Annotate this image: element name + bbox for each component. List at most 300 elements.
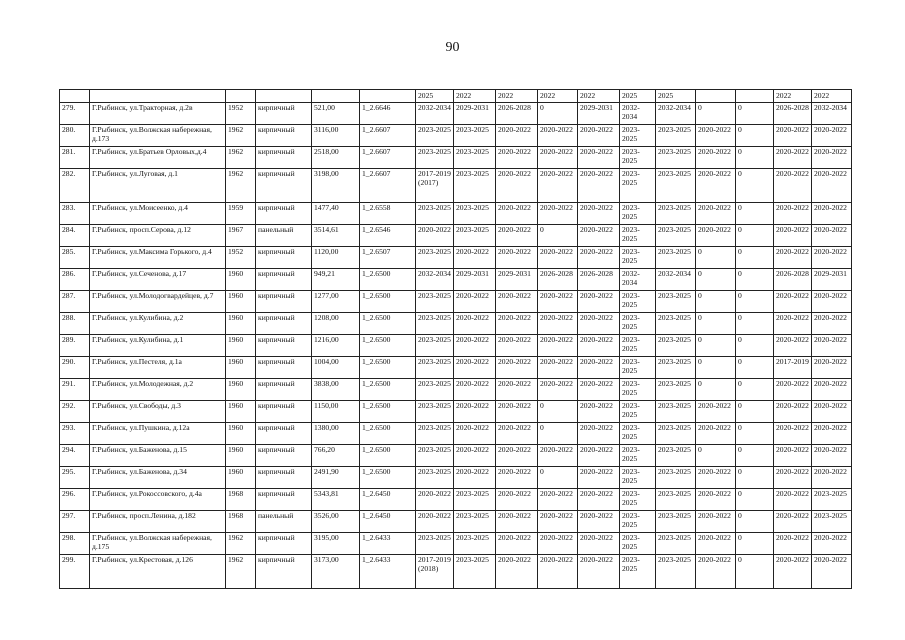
- cell-term-5: 2022: [578, 90, 620, 103]
- cell-term-11: 2023-2025: [812, 511, 852, 533]
- cell-wall-material: панельный: [256, 511, 312, 533]
- cell-term-7: 2023-2025: [656, 555, 696, 589]
- cell-term-11: 2020-2022: [812, 225, 852, 247]
- cell-wall-material: [256, 90, 312, 103]
- cell-term-2: 2020-2022: [454, 401, 496, 423]
- cell-term-6: 2023-2025: [620, 225, 656, 247]
- cell-term-10: 2017-2019: [774, 357, 812, 379]
- cell-row-number: 292.: [60, 401, 90, 423]
- cell-term-3: 2026-2028: [496, 103, 538, 125]
- cell-term-4: 2020-2022: [538, 335, 578, 357]
- cell-term-9: 0: [736, 511, 774, 533]
- cell-year: 1960: [226, 313, 256, 335]
- cell-term-5: 2020-2022: [578, 203, 620, 225]
- cell-term-3: 2020-2022: [496, 401, 538, 423]
- cell-term-2: 2020-2022: [454, 467, 496, 489]
- cell-term-11: 2020-2022: [812, 291, 852, 313]
- cell-priority-index: 1_2.6646: [360, 103, 416, 125]
- cell-term-3: 2020-2022: [496, 147, 538, 169]
- cell-term-8: 2020-2022: [696, 203, 736, 225]
- cell-term-3: 2020-2022: [496, 379, 538, 401]
- cell-term-6: 2023-2025: [620, 533, 656, 555]
- cell-term-9: 0: [736, 555, 774, 589]
- cell-term-11: 2020-2022: [812, 203, 852, 225]
- cell-term-5: 2020-2022: [578, 313, 620, 335]
- cell-term-11: 2020-2022: [812, 147, 852, 169]
- cell-term-4: 2020-2022: [538, 533, 578, 555]
- cell-term-11: 2020-2022: [812, 467, 852, 489]
- cell-term-6: 2023-2025: [620, 467, 656, 489]
- cell-term-7: 2032-2034: [656, 269, 696, 291]
- cell-term-8: 2020-2022: [696, 423, 736, 445]
- cell-term-6: 2023-2025: [620, 203, 656, 225]
- cell-area: 1120,00: [312, 247, 360, 269]
- cell-priority-index: 1_2.6500: [360, 313, 416, 335]
- cell-row-number: 286.: [60, 269, 90, 291]
- cell-year: 1962: [226, 125, 256, 147]
- cell-term-9: 0: [736, 401, 774, 423]
- cell-term-4: 2020-2022: [538, 247, 578, 269]
- cell-term-1: 2032-2034: [416, 103, 454, 125]
- cell-area: 3526,00: [312, 511, 360, 533]
- cell-area: 2518,00: [312, 147, 360, 169]
- cell-term-7: 2023-2025: [656, 423, 696, 445]
- cell-row-number: 290.: [60, 357, 90, 379]
- table-row: [60, 467, 852, 489]
- cell-row-number: 285.: [60, 247, 90, 269]
- cell-term-5: 2020-2022: [578, 147, 620, 169]
- cell-term-2: 2020-2022: [454, 445, 496, 467]
- cell-area: 949,21: [312, 269, 360, 291]
- cell-term-7: 2023-2025: [656, 489, 696, 511]
- cell-row-number: 282.: [60, 169, 90, 203]
- cell-priority-index: 1_2.6500: [360, 379, 416, 401]
- cell-row-number: 291.: [60, 379, 90, 401]
- cell-term-7: 2023-2025: [656, 467, 696, 489]
- cell-term-7: 2025: [656, 90, 696, 103]
- cell-priority-index: 1_2.6433: [360, 533, 416, 555]
- cell-term-4: 2020-2022: [538, 445, 578, 467]
- cell-wall-material: панельный: [256, 225, 312, 247]
- cell-address: Г.Рыбинск, ул.Молодежная, д.2: [90, 379, 226, 401]
- table-row: [60, 489, 852, 511]
- cell-term-2: 2023-2025: [454, 203, 496, 225]
- cell-term-10: 2020-2022: [774, 423, 812, 445]
- cell-address: Г.Рыбинск, ул.Братьев Орловых,д.4: [90, 147, 226, 169]
- cell-term-8: 2020-2022: [696, 401, 736, 423]
- cell-term-1: 2023-2025: [416, 401, 454, 423]
- cell-term-3: 2020-2022: [496, 335, 538, 357]
- cell-term-8: 2020-2022: [696, 169, 736, 203]
- cell-term-2: 2020-2022: [454, 357, 496, 379]
- cell-term-3: 2020-2022: [496, 445, 538, 467]
- cell-term-6: 2023-2025: [620, 169, 656, 203]
- cell-year: 1960: [226, 357, 256, 379]
- cell-term-8: 0: [696, 313, 736, 335]
- cell-term-5: 2020-2022: [578, 291, 620, 313]
- cell-term-7: 2023-2025: [656, 335, 696, 357]
- cell-term-5: 2020-2022: [578, 445, 620, 467]
- cell-year: 1960: [226, 269, 256, 291]
- cell-term-5: 2026-2028: [578, 269, 620, 291]
- cell-term-2: 2023-2025: [454, 125, 496, 147]
- cell-term-11: 2020-2022: [812, 401, 852, 423]
- cell-term-8: 0: [696, 103, 736, 125]
- cell-term-4: 2020-2022: [538, 489, 578, 511]
- cell-priority-index: 1_2.6500: [360, 269, 416, 291]
- cell-term-8: 2020-2022: [696, 467, 736, 489]
- cell-wall-material: кирпичный: [256, 555, 312, 589]
- cell-term-7: 2023-2025: [656, 291, 696, 313]
- cell-area: 1004,00: [312, 357, 360, 379]
- cell-term-4: 2020-2022: [538, 169, 578, 203]
- cell-row-number: 283.: [60, 203, 90, 225]
- cell-term-4: 0: [538, 467, 578, 489]
- cell-area: 1150,00: [312, 401, 360, 423]
- cell-priority-index: 1_2.6500: [360, 291, 416, 313]
- cell-year: 1968: [226, 489, 256, 511]
- cell-term-1: 2020-2022: [416, 225, 454, 247]
- cell-term-7: 2023-2025: [656, 203, 696, 225]
- cell-row-number: 297.: [60, 511, 90, 533]
- cell-year: 1952: [226, 247, 256, 269]
- cell-term-2: 2020-2022: [454, 291, 496, 313]
- cell-row-number: 296.: [60, 489, 90, 511]
- cell-year: 1960: [226, 467, 256, 489]
- cell-term-10: 2020-2022: [774, 225, 812, 247]
- cell-term-3: 2020-2022: [496, 313, 538, 335]
- cell-address: Г.Рыбинск, ул.Свободы, д.3: [90, 401, 226, 423]
- cell-term-1: 2023-2025: [416, 467, 454, 489]
- table-row: [60, 335, 852, 357]
- cell-term-6: 2023-2025: [620, 555, 656, 589]
- cell-term-5: 2020-2022: [578, 467, 620, 489]
- cell-area: 3173,00: [312, 555, 360, 589]
- cell-term-9: 0: [736, 533, 774, 555]
- cell-term-10: 2020-2022: [774, 125, 812, 147]
- cell-year: 1968: [226, 511, 256, 533]
- cell-term-9: 0: [736, 423, 774, 445]
- cell-term-4: 2022: [538, 90, 578, 103]
- cell-address: Г.Рыбинск, ул.Баженова, д.15: [90, 445, 226, 467]
- cell-term-3: 2022: [496, 90, 538, 103]
- page-number: 90: [445, 40, 460, 55]
- cell-term-11: 2023-2025: [812, 489, 852, 511]
- cell-priority-index: 1_2.6507: [360, 247, 416, 269]
- cell-term-8: 0: [696, 357, 736, 379]
- cell-address: Г.Рыбинск, ул.Крестовая, д.126: [90, 555, 226, 589]
- cell-term-5: 2029-2031: [578, 103, 620, 125]
- cell-term-4: 2020-2022: [538, 125, 578, 147]
- table-row: [60, 103, 852, 125]
- cell-priority-index: 1_2.6433: [360, 555, 416, 589]
- cell-term-2: 2020-2022: [454, 423, 496, 445]
- cell-term-10: 2020-2022: [774, 247, 812, 269]
- cell-term-3: 2020-2022: [496, 247, 538, 269]
- cell-term-2: 2029-2031: [454, 103, 496, 125]
- cell-term-2: 2023-2025: [454, 147, 496, 169]
- cell-term-3: 2020-2022: [496, 291, 538, 313]
- cell-term-2: 2023-2025: [454, 225, 496, 247]
- cell-term-3: 2020-2022: [496, 489, 538, 511]
- cell-wall-material: кирпичный: [256, 269, 312, 291]
- header-row: [60, 90, 852, 103]
- cell-term-7: 2023-2025: [656, 125, 696, 147]
- cell-year: [226, 90, 256, 103]
- cell-term-9: 0: [736, 291, 774, 313]
- cell-term-3: 2020-2022: [496, 169, 538, 203]
- cell-term-11: 2022: [812, 90, 852, 103]
- cell-address: Г.Рыбинск, ул.Пушкина, д.12а: [90, 423, 226, 445]
- cell-term-2: 2020-2022: [454, 247, 496, 269]
- cell-term-7: 2023-2025: [656, 379, 696, 401]
- cell-term-1: 2023-2025: [416, 379, 454, 401]
- cell-year: 1960: [226, 379, 256, 401]
- cell-term-8: 0: [696, 335, 736, 357]
- cell-term-2: 2023-2025: [454, 489, 496, 511]
- cell-term-4: 0: [538, 423, 578, 445]
- cell-priority-index: 1_2.6558: [360, 203, 416, 225]
- cell-term-7: 2023-2025: [656, 169, 696, 203]
- cell-term-10: 2020-2022: [774, 203, 812, 225]
- cell-wall-material: кирпичный: [256, 203, 312, 225]
- cell-row-number: 280.: [60, 125, 90, 147]
- cell-area: 2491,90: [312, 467, 360, 489]
- cell-term-1: 2023-2025: [416, 147, 454, 169]
- cell-term-8: 0: [696, 445, 736, 467]
- cell-term-9: 0: [736, 225, 774, 247]
- cell-term-1: 2023-2025: [416, 313, 454, 335]
- cell-priority-index: 1_2.6500: [360, 401, 416, 423]
- cell-priority-index: 1_2.6546: [360, 225, 416, 247]
- cell-address: Г.Рыбинск, ул.Кулибина, д.1: [90, 335, 226, 357]
- cell-term-1: 2023-2025: [416, 335, 454, 357]
- cell-term-9: [736, 90, 774, 103]
- cell-term-7: 2023-2025: [656, 313, 696, 335]
- cell-term-1: 2020-2022: [416, 511, 454, 533]
- cell-term-7: 2023-2025: [656, 445, 696, 467]
- cell-term-7: 2023-2025: [656, 511, 696, 533]
- cell-term-3: 2020-2022: [496, 467, 538, 489]
- cell-term-5: 2020-2022: [578, 511, 620, 533]
- cell-row-number: 295.: [60, 467, 90, 489]
- cell-address: Г.Рыбинск, ул.Рокоссовского, д.4а: [90, 489, 226, 511]
- cell-address: Г.Рыбинск, ул.Моисеенко, д.4: [90, 203, 226, 225]
- cell-area: 1208,00: [312, 313, 360, 335]
- cell-term-10: 2020-2022: [774, 467, 812, 489]
- cell-area: 3116,00: [312, 125, 360, 147]
- cell-term-4: 2020-2022: [538, 313, 578, 335]
- cell-year: 1962: [226, 555, 256, 589]
- cell-term-4: 2020-2022: [538, 555, 578, 589]
- cell-term-7: 2023-2025: [656, 533, 696, 555]
- cell-area: 1216,00: [312, 335, 360, 357]
- cell-term-5: 2020-2022: [578, 379, 620, 401]
- cell-term-4: 2020-2022: [538, 203, 578, 225]
- cell-term-4: 0: [538, 401, 578, 423]
- cell-term-1: 2023-2025: [416, 533, 454, 555]
- cell-term-10: 2026-2028: [774, 269, 812, 291]
- cell-term-11: 2020-2022: [812, 247, 852, 269]
- cell-address: Г.Рыбинск, ул.Луговая, д.1: [90, 169, 226, 203]
- cell-wall-material: кирпичный: [256, 423, 312, 445]
- cell-term-6: 2023-2025: [620, 445, 656, 467]
- cell-area: [312, 90, 360, 103]
- cell-wall-material: кирпичный: [256, 335, 312, 357]
- cell-wall-material: кирпичный: [256, 533, 312, 555]
- table-row: [60, 379, 852, 401]
- cell-term-3: 2020-2022: [496, 533, 538, 555]
- cell-term-7: 2023-2025: [656, 247, 696, 269]
- cell-priority-index: 1_2.6500: [360, 335, 416, 357]
- cell-term-9: 0: [736, 335, 774, 357]
- cell-term-1: 2025: [416, 90, 454, 103]
- cell-term-8: 2020-2022: [696, 125, 736, 147]
- table-row: [60, 445, 852, 467]
- cell-wall-material: кирпичный: [256, 401, 312, 423]
- table-row: [60, 313, 852, 335]
- cell-term-6: 2023-2025: [620, 357, 656, 379]
- cell-term-4: 2020-2022: [538, 379, 578, 401]
- cell-year: 1962: [226, 147, 256, 169]
- cell-row-number: 281.: [60, 147, 90, 169]
- cell-term-10: 2020-2022: [774, 489, 812, 511]
- cell-term-10: 2026-2028: [774, 103, 812, 125]
- cell-term-5: 2020-2022: [578, 533, 620, 555]
- cell-term-6: 2023-2025: [620, 335, 656, 357]
- cell-term-5: 2020-2022: [578, 357, 620, 379]
- cell-priority-index: 1_2.6500: [360, 423, 416, 445]
- table-row: [60, 247, 852, 269]
- cell-term-1: 2032-2034: [416, 269, 454, 291]
- cell-term-8: [696, 90, 736, 103]
- cell-priority-index: 1_2.6450: [360, 489, 416, 511]
- cell-address: Г.Рыбинск, ул.Тракторная, д.2в: [90, 103, 226, 125]
- cell-year: 1962: [226, 169, 256, 203]
- cell-term-5: 2020-2022: [578, 335, 620, 357]
- cell-term-6: 2023-2025: [620, 379, 656, 401]
- cell-term-8: 0: [696, 247, 736, 269]
- cell-wall-material: кирпичный: [256, 357, 312, 379]
- cell-term-1: 2023-2025: [416, 203, 454, 225]
- cell-row-number: 294.: [60, 445, 90, 467]
- cell-term-9: 0: [736, 269, 774, 291]
- cell-term-8: 2020-2022: [696, 147, 736, 169]
- cell-area: 3195,00: [312, 533, 360, 555]
- cell-priority-index: 1_2.6607: [360, 125, 416, 147]
- cell-year: 1967: [226, 225, 256, 247]
- cell-term-4: 0: [538, 225, 578, 247]
- cell-term-2: 2023-2025: [454, 169, 496, 203]
- cell-term-7: 2032-2034: [656, 103, 696, 125]
- cell-term-3: 2020-2022: [496, 357, 538, 379]
- cell-term-4: 2020-2022: [538, 511, 578, 533]
- cell-term-9: 0: [736, 379, 774, 401]
- cell-term-8: 2020-2022: [696, 533, 736, 555]
- cell-wall-material: кирпичный: [256, 103, 312, 125]
- cell-term-11: 2020-2022: [812, 335, 852, 357]
- cell-year: 1960: [226, 335, 256, 357]
- cell-term-5: 2020-2022: [578, 423, 620, 445]
- cell-term-1: 2023-2025: [416, 357, 454, 379]
- cell-area: 1277,00: [312, 291, 360, 313]
- cell-term-10: 2020-2022: [774, 379, 812, 401]
- cell-term-10: 2020-2022: [774, 147, 812, 169]
- cell-term-5: 2020-2022: [578, 401, 620, 423]
- cell-term-6: 2023-2025: [620, 423, 656, 445]
- table-row: [60, 357, 852, 379]
- cell-year: 1952: [226, 103, 256, 125]
- cell-term-6: 2023-2025: [620, 511, 656, 533]
- cell-row-number: 287.: [60, 291, 90, 313]
- cell-row-number: 289.: [60, 335, 90, 357]
- cell-term-6: 2032-2034: [620, 269, 656, 291]
- cell-term-3: 2029-2031: [496, 269, 538, 291]
- cell-year: 1960: [226, 291, 256, 313]
- cell-term-4: 2020-2022: [538, 357, 578, 379]
- table-row: [60, 169, 852, 203]
- cell-term-10: 2020-2022: [774, 169, 812, 203]
- cell-term-7: 2023-2025: [656, 147, 696, 169]
- cell-address: Г.Рыбинск, ул.Кулибина, д.2: [90, 313, 226, 335]
- cell-term-9: 0: [736, 103, 774, 125]
- cell-term-11: 2029-2031: [812, 269, 852, 291]
- cell-term-7: 2023-2025: [656, 401, 696, 423]
- cell-term-8: 2020-2022: [696, 489, 736, 511]
- cell-row-number: 298.: [60, 533, 90, 555]
- cell-term-7: 2023-2025: [656, 357, 696, 379]
- cell-year: 1960: [226, 401, 256, 423]
- cell-address: Г.Рыбинск, ул.Волжская набережная, д.173: [90, 125, 226, 147]
- cell-year: 1959: [226, 203, 256, 225]
- table-row: [60, 401, 852, 423]
- cell-term-3: 2020-2022: [496, 511, 538, 533]
- cell-term-6: 2025: [620, 90, 656, 103]
- cell-address: Г.Рыбинск, ул.Молодогвардейцев, д.7: [90, 291, 226, 313]
- cell-term-10: 2020-2022: [774, 313, 812, 335]
- cell-term-6: 2032-2034: [620, 103, 656, 125]
- cell-term-11: 2020-2022: [812, 379, 852, 401]
- cell-area: 3838,00: [312, 379, 360, 401]
- cell-wall-material: кирпичный: [256, 489, 312, 511]
- cell-address: Г.Рыбинск, ул.Максима Горького, д.4: [90, 247, 226, 269]
- cell-term-1: 2023-2025: [416, 125, 454, 147]
- cell-wall-material: кирпичный: [256, 313, 312, 335]
- cell-row-number: 284.: [60, 225, 90, 247]
- cell-year: 1960: [226, 423, 256, 445]
- cell-wall-material: кирпичный: [256, 291, 312, 313]
- cell-term-9: 0: [736, 147, 774, 169]
- cell-wall-material: кирпичный: [256, 445, 312, 467]
- cell-term-3: 2020-2022: [496, 203, 538, 225]
- cell-address: Г.Рыбинск, ул.Пестеля, д.1а: [90, 357, 226, 379]
- cell-term-10: 2020-2022: [774, 511, 812, 533]
- cell-term-9: 0: [736, 203, 774, 225]
- cell-priority-index: 1_2.6500: [360, 445, 416, 467]
- cell-term-3: 2020-2022: [496, 225, 538, 247]
- cell-term-10: 2020-2022: [774, 335, 812, 357]
- cell-term-5: 2020-2022: [578, 225, 620, 247]
- cell-address: Г.Рыбинск, просп.Ленина, д.182: [90, 511, 226, 533]
- cell-term-11: 2020-2022: [812, 169, 852, 203]
- cell-term-11: 2020-2022: [812, 125, 852, 147]
- cell-address: Г.Рыбинск, ул.Баженова, д.34: [90, 467, 226, 489]
- cell-wall-material: кирпичный: [256, 247, 312, 269]
- cell-priority-index: 1_2.6607: [360, 147, 416, 169]
- cell-wall-material: кирпичный: [256, 169, 312, 203]
- cell-term-2: 2020-2022: [454, 335, 496, 357]
- cell-term-8: 2020-2022: [696, 555, 736, 589]
